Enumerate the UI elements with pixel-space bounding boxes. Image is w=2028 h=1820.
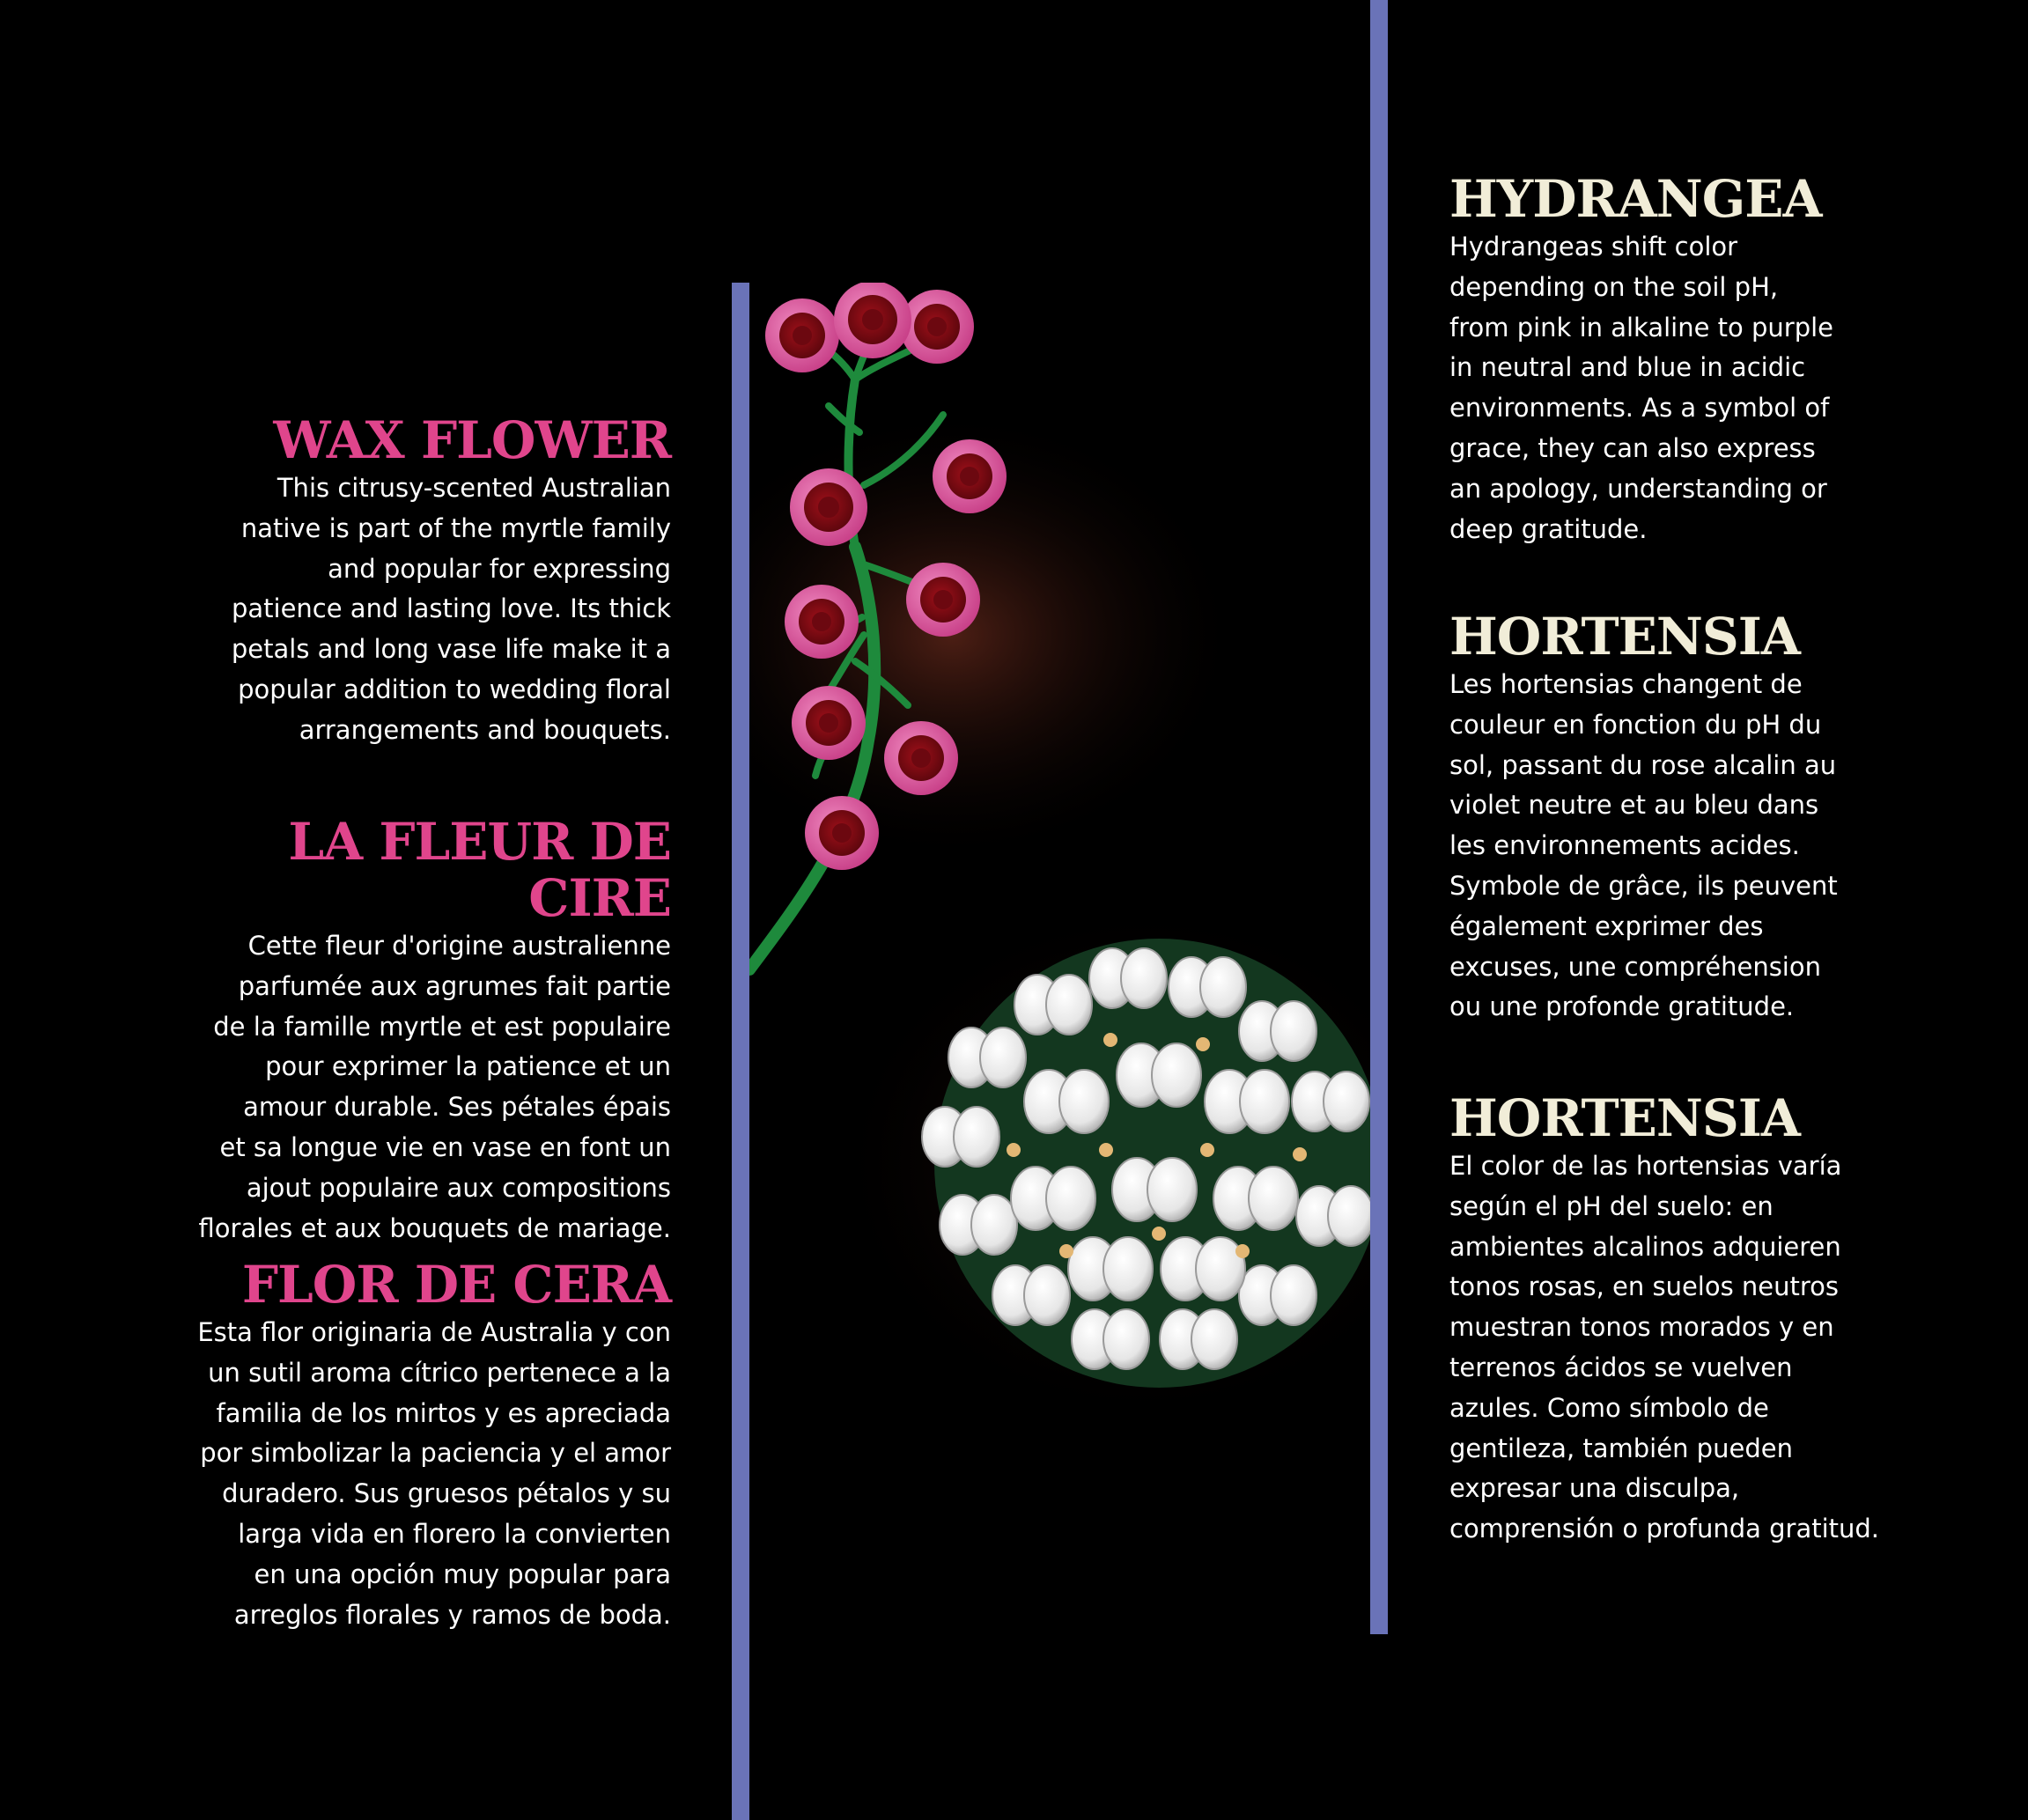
section-heading: LA FLEUR DE CIRE [288, 812, 671, 928]
left-divider-bar [732, 283, 749, 1820]
section-heading: HORTENSIA [1449, 607, 1800, 667]
section-body: This citrusy-scented Australian native is part of the myrtle family and popular for expressing patience and lasting love. Its thick petals and long vase life make it a popular addition to wedding floral arrangements and bouquets. [231, 473, 671, 745]
hydrangea-section-en [1449, 171, 1943, 549]
section-heading: HYDRANGEA [1449, 169, 1822, 229]
wax-flower-section-en [176, 412, 671, 751]
section-heading: WAX FLOWER [273, 410, 671, 470]
section-heading: FLOR DE CERA [241, 1255, 671, 1315]
wax-flower-section-fr [176, 814, 671, 1249]
section-body: Les hortensias changent de couleur en fonction du pH du sol, passant du rose alcalin au violet neutre et au bleu dans les environnements acides. Symbole de grâce, ils peuvent également exprimer des excuses, une compréhension ou une profonde gratitude. [1449, 669, 1838, 1022]
section-body: Cette fleur d'origine australienne parfumée aux agrumes fait partie de la famille myrtle et est populaire pour exprimer la patience et un amour durable. Ses pétales épais et sa longue vie en vase en font un ajout populaire aux compositions florales et aux bouquets de mariage. [198, 931, 671, 1243]
flower-illustration [749, 283, 1370, 1603]
hydrangea-section-es [1449, 1090, 1943, 1550]
right-divider-bar [1370, 0, 1388, 1634]
section-heading: HORTENSIA [1449, 1088, 1800, 1148]
wax-flower-section-es [176, 1256, 671, 1635]
section-body: Hydrangeas shift color depending on the soil pH, from pink in alkaline to purple in neutral and blue in acidic environments. As a symbol of grace, they can also express an apology, understanding or deep gratitude. [1449, 232, 1834, 544]
section-body: El color de las hortensias varía según el pH del suelo: en ambientes alcalinos adquieren tonos rosas, en suelos neutros muestran tonos morados y en terrenos ácidos se vuelven azules. Como símbolo de gentileza, también pueden expresar una disculpa, comprensión o profunda gratitud. [1449, 1151, 1880, 1544]
hydrangea-section-fr [1449, 608, 1943, 1028]
section-body: Esta flor originaria de Australia y con un sutil aroma cítrico pertenece a la familia de los mirtos y es apreciada por simbolizar la paciencia y el amor duradero. Sus gruesos pétalos y su larga vida en florero la convierten en una opción muy popular para arreglos florales y ramos de boda. [197, 1317, 671, 1630]
